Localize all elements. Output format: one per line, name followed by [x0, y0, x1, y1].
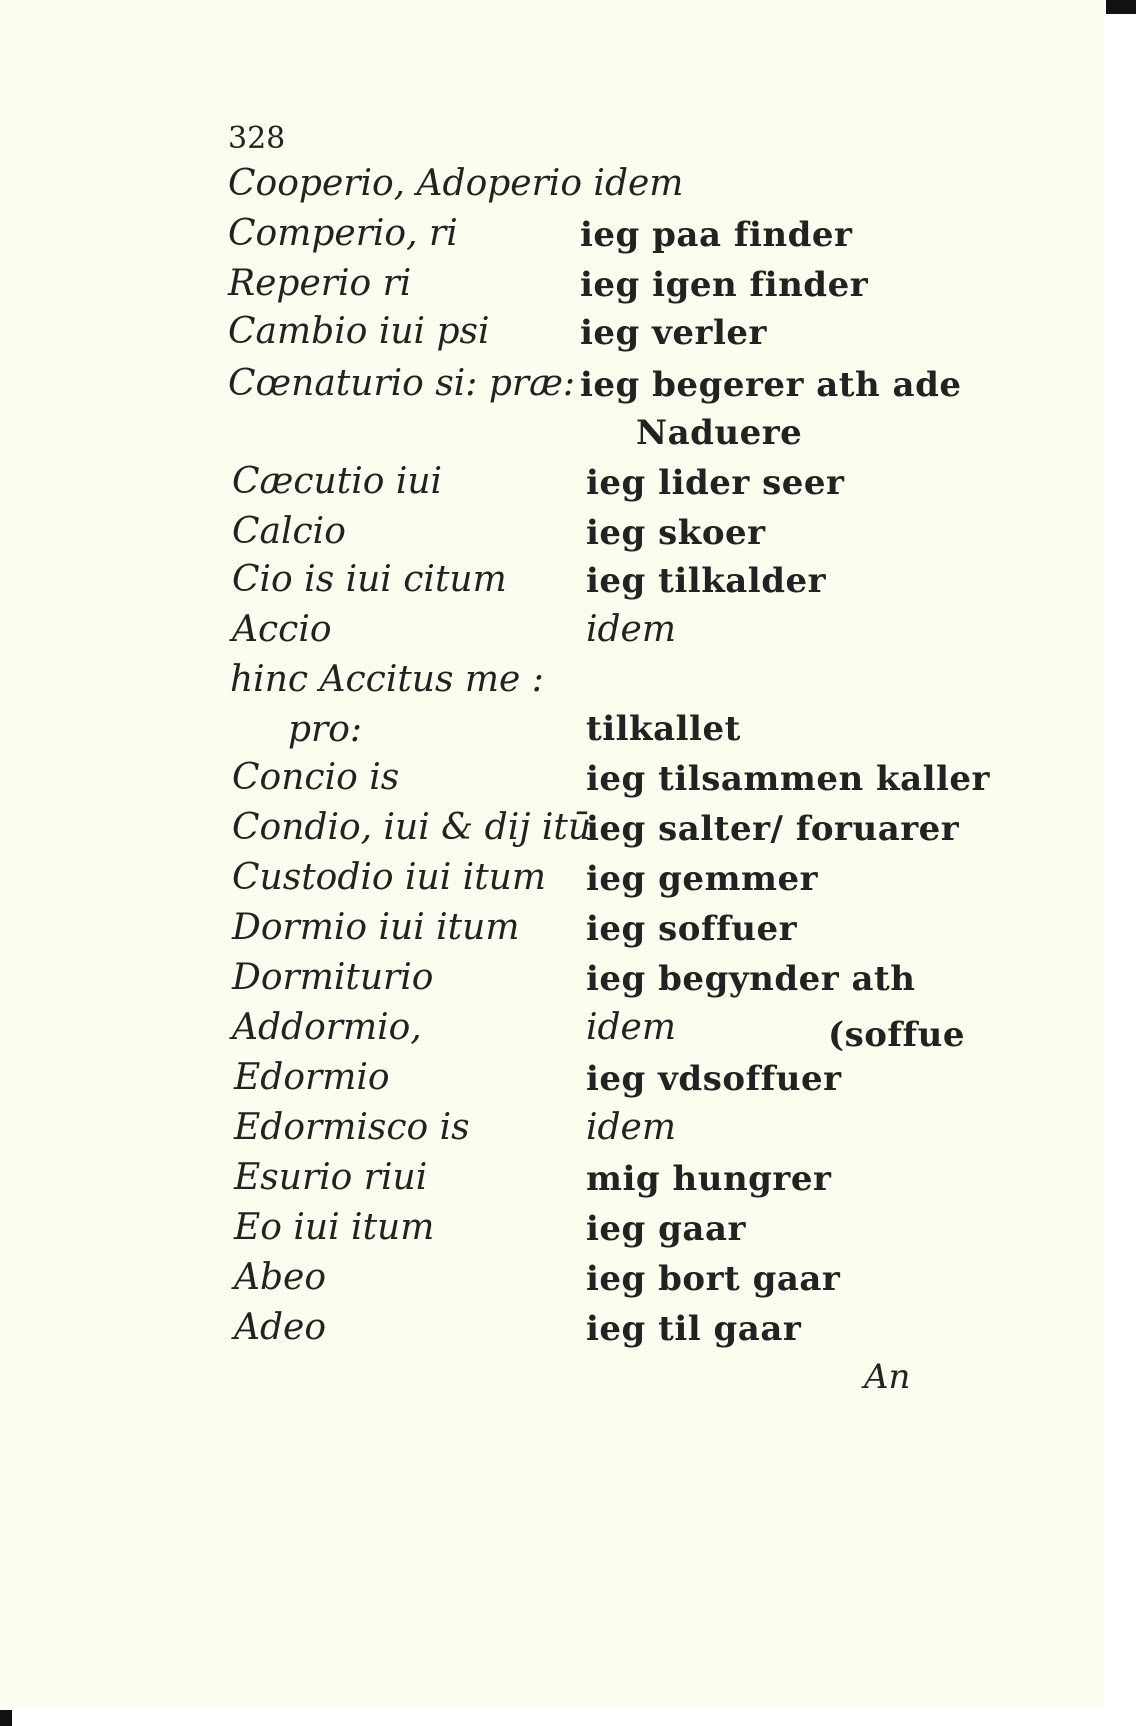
latin-headword: Eo iui itum	[234, 1207, 435, 1248]
latin-headword: Custodio iui itum	[232, 857, 546, 898]
danish-gloss: ieg tilsammen kaller	[586, 759, 990, 799]
danish-gloss: ieg paa finder	[580, 215, 853, 255]
danish-gloss: mig hungrer	[586, 1159, 832, 1199]
danish-gloss: ieg lider seer	[586, 463, 845, 503]
latin-headword: Calcio	[232, 511, 346, 552]
latin-headword: Edormisco is	[234, 1107, 470, 1148]
latin-headword: Cambio iui psi	[228, 311, 490, 352]
scan-edge-bottom	[0, 1708, 1104, 1726]
latin-headword: Addormio,	[232, 1007, 422, 1048]
danish-gloss: idem	[586, 609, 676, 650]
latin-headword: Cœnaturio si: præ:	[228, 363, 576, 404]
latin-headword: Esurio riui	[234, 1157, 428, 1198]
latin-headword: Dormio iui itum	[232, 907, 520, 948]
latin-headword: Concio is	[232, 757, 400, 798]
latin-headword: Abeo	[234, 1257, 327, 1298]
danish-gloss: ieg verler	[580, 313, 767, 353]
scan-edge-right	[1104, 0, 1136, 1726]
danish-gloss: ieg bort gaar	[586, 1259, 841, 1299]
danish-gloss: ieg skoer	[586, 513, 766, 553]
danish-gloss: ieg salter/ foruarer	[586, 809, 960, 849]
danish-gloss: ieg vdsoffuer	[586, 1059, 842, 1099]
danish-gloss: ieg gaar	[586, 1209, 746, 1249]
danish-gloss: ieg gemmer	[586, 859, 819, 899]
danish-gloss: Naduere	[636, 413, 803, 453]
scan-edge-mark	[0, 1710, 12, 1726]
latin-headword: Dormiturio	[232, 957, 434, 998]
latin-headword: Adeo	[234, 1307, 327, 1348]
latin-headword: Accio	[232, 609, 332, 650]
danish-gloss: idem	[586, 1107, 676, 1148]
danish-gloss: ieg begynder ath	[586, 959, 916, 999]
danish-gloss-runover: (soffue	[828, 1015, 966, 1055]
latin-headword: Cæcutio iui	[232, 461, 443, 502]
danish-gloss: ieg tilkalder	[586, 561, 827, 601]
latin-headword: Condio, iui & dij itū	[232, 807, 591, 848]
latin-headword: hinc Accitus me :	[230, 659, 544, 700]
danish-gloss: tilkallet	[586, 709, 741, 749]
danish-gloss: ieg begerer ath ade	[580, 365, 962, 405]
latin-headword: Reperio ri	[228, 263, 412, 304]
danish-gloss: idem	[586, 1007, 676, 1048]
danish-gloss: ieg soffuer	[586, 909, 797, 949]
page-number: 328	[228, 121, 286, 156]
danish-gloss: ieg igen finder	[580, 265, 869, 305]
latin-headword: Cooperio, Adoperio idem	[228, 163, 684, 204]
latin-headword: Edormio	[234, 1057, 390, 1098]
danish-gloss: ieg til gaar	[586, 1309, 802, 1349]
catchword: An	[864, 1357, 911, 1397]
scan-edge-mark	[1106, 0, 1136, 14]
latin-headword: pro:	[288, 709, 363, 750]
latin-headword: Comperio, ri	[228, 213, 458, 254]
latin-headword: Cio is iui citum	[232, 559, 507, 600]
